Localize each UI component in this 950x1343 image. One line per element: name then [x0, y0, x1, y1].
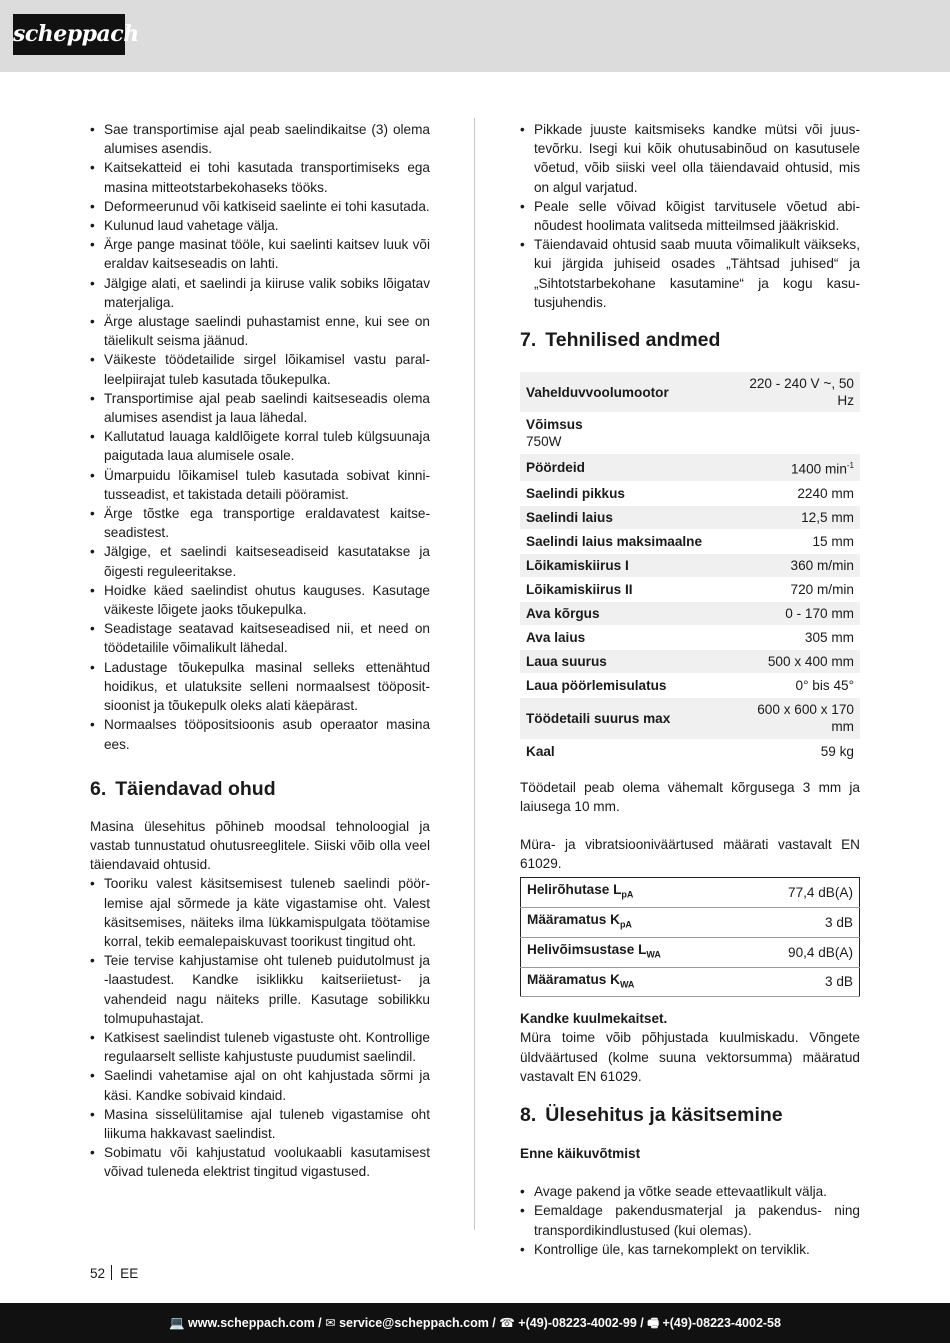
spec-value-text: 720 m/min: [790, 581, 854, 597]
hearing-protection-text: Müra toime võib põhjustada kuulmiskadu. Võngete üldväärtused (kolme suuna vektorsumma) määratud vastavalt EN 61029.: [520, 1030, 860, 1084]
table-row: [521, 937, 860, 967]
section-6-heading: [90, 777, 430, 801]
list-item: • Hoidke käed saelindist ohutus kauguses. Kasutage väikeste lõigete jaoks tõukepulka.: [90, 581, 430, 619]
list-item: • Tooriku valest käsitsemisest tuleneb saelindi pöörlemise ajal sõrmede ja käte vigastamise oht. Valest käsitsemises, näiteks ilma lükkamispulgata töötamise korral, tekib eemalepaiskuvast toorikust tingitud oht.: [90, 874, 430, 951]
spec-value-text: 2240 mm: [797, 485, 854, 501]
noise-value: 90,4 dB(A): [742, 937, 859, 967]
list-item: • Väikeste töödetailide sirgel lõikamisel vastu paralleelpiirajat tuleb kasutada tõukepulka.: [90, 350, 430, 388]
spec-value: [738, 454, 860, 482]
list-item: • Ladustage tõukepulka masinal selleks ettenähtud hoidikus, et ulatuksite selleni normaalsest tööpositsioonist ja tõukepulk oleks alati käepärast.: [90, 658, 430, 716]
table-row: [520, 413, 860, 454]
list-item: • Ärge tõstke ega transportige eraldavatest kaitseseadistest.: [90, 504, 430, 542]
spec-value-text: 360 m/min: [790, 557, 854, 573]
list-item: • Peale selle võivad kõigist tarvitusele võetud abinõudest hoolimata valitseda mitteilmsed jääkriskid.: [520, 197, 860, 235]
spec-cell: [520, 413, 860, 454]
page-number-value: 52: [90, 1266, 106, 1281]
spec-value: [738, 673, 860, 697]
section-title: Ülesehitus ja käsitsemine: [545, 1104, 783, 1127]
spec-label: Laua suurus: [520, 649, 738, 673]
spec-label: Saelindi laius maksimaalne: [520, 529, 738, 553]
list-item: • Seadistage seatavad kaitseseadised nii, et need on töödetailile võimalikult lähedal.: [90, 619, 430, 657]
table-row: [520, 601, 860, 625]
list-item: • Transportimise ajal peab saelindi kaitseseadis olema alumises asendist ja laua lähedal.: [90, 389, 430, 427]
workpiece-note: Töödetail peab olema vähemalt kõrgusega 3 mm ja laiusega 10 mm.: [520, 779, 860, 814]
spec-label: Laua pöörlemisulatus: [520, 673, 738, 697]
list-item: • Teie tervise kahjustamise oht tuleneb puidutolmust ja -laastudest. Kandke isiklikku kaitseriietust- ja vahendeid nagu näiteks prille. Kasutage sobilikku tolmupuhastajat.: [90, 951, 430, 1028]
noise-label: [521, 967, 743, 997]
table-row: [520, 649, 860, 673]
spec-label: Ava laius: [520, 625, 738, 649]
list-item: • Deformeerunud või katkiseid saelinte ei tohi kasutada.: [90, 197, 430, 216]
section-8-heading: [520, 1103, 860, 1127]
spec-value-text: 1400 min: [790, 461, 847, 477]
spec-value-text: 220 - 240 V ~, 50 Hz: [749, 376, 854, 409]
table-row: [520, 529, 860, 553]
language-code: EE: [120, 1266, 139, 1281]
spec-value-text: 0° bis 45°: [795, 677, 854, 693]
hearing-protection-title: Kandke kuulmekaitset.: [520, 1011, 668, 1027]
left-column: [90, 120, 430, 1182]
safety-bullet-list: [90, 120, 430, 754]
before-use-subheading: Enne käikuvõtmist: [520, 1146, 641, 1162]
noise-label-text: Helivõimsustase L: [527, 941, 647, 957]
table-row: [520, 454, 860, 482]
table-row: [521, 908, 860, 938]
column-divider: [474, 118, 475, 1230]
table-row: [520, 673, 860, 697]
spec-value: [738, 649, 860, 673]
residual-risk-bullet-list: [90, 874, 430, 1181]
spec-value: [738, 505, 860, 529]
list-item: • Normaalses tööpositsioonis asub operaator masina ees.: [90, 715, 430, 753]
spec-value-text: 15 mm: [812, 533, 854, 549]
section-number: 8.: [520, 1104, 537, 1127]
noise-label: [521, 878, 743, 908]
right-column: [520, 120, 860, 1259]
list-item: • Eemaldage pakendusmaterjal ja pakendus- ning transpordikindlustused (kui olemas).: [520, 1201, 860, 1239]
section-7-heading: [520, 328, 860, 352]
noise-label-subscript: WA: [619, 979, 635, 990]
noise-label-subscript: pA: [619, 919, 632, 930]
spec-label: Pöördeid: [520, 454, 738, 482]
page-number: [90, 1264, 138, 1283]
list-item: • Ümarpuidu lõikamisel tuleb kasutada sobivat kinnitusseadist, et takistada detaili pööramist.: [90, 466, 430, 504]
spec-value: [738, 577, 860, 601]
spec-value-text: 500 x 400 mm: [767, 653, 854, 669]
table-row: [520, 697, 860, 739]
list-item: • Kaitsekatteid ei tohi kasutada transportimiseks ega masina mitteotstarbekohaseks tööks.: [90, 158, 430, 196]
table-row: [520, 505, 860, 529]
spec-value: [738, 697, 860, 739]
spec-value: [738, 529, 860, 553]
spec-label: Töödetaili suurus max: [520, 697, 738, 739]
table-row: [520, 372, 860, 413]
noise-label-subscript: WA: [646, 949, 661, 960]
table-row: [520, 481, 860, 505]
section-6-intro: Masina ülesehitus põhineb moodsal tehnoloogial ja vastab tunnustatud ohutusreeglitele. Siiski võib olla veel täiendavaid ohtusid.: [90, 818, 430, 873]
noise-intro: Müra- ja vibratsiooniväärtused määrati vastavalt EN 61029.: [520, 836, 860, 872]
spec-value: [738, 372, 860, 413]
spec-value: [738, 553, 860, 577]
noise-value: 3 dB: [742, 967, 859, 997]
section-title: Tehnilised andmed: [545, 329, 721, 352]
spec-value-text: 59 kg: [820, 743, 854, 759]
table-row: [520, 625, 860, 649]
list-item: • Kontrollige üle, kas tarnekomplekt on terviklik.: [520, 1240, 860, 1259]
section-title: Täiendavad ohud: [115, 777, 276, 800]
footer-bar: [0, 1303, 950, 1343]
noise-values-table: [520, 877, 860, 997]
list-item: • Ärge alustage saelindi puhastamist enne, kui see on täielikult seisma jäänud.: [90, 312, 430, 350]
scheppach-logo: [13, 14, 139, 55]
spec-value: [738, 739, 860, 763]
table-row: [520, 553, 860, 577]
list-item: • Katkisest saelindist tuleneb vigastuste oht. Kontrollige regulaarselt selliste kahjustuste puudumist saelindil.: [90, 1028, 430, 1066]
safety-bullet-list-continued: [520, 120, 860, 312]
spec-value-text: 305 mm: [804, 629, 854, 645]
list-item: • Saelindi vahetamise ajal on oht kahjustada sõrmi ja käsi. Kandke sobivaid kindaid.: [90, 1066, 430, 1104]
page-number-separator: [111, 1265, 112, 1280]
list-item: • Avage pakend ja võtke seade ettevaatlikult välja.: [520, 1182, 860, 1201]
table-row: [520, 577, 860, 601]
table-row: [520, 739, 860, 763]
list-item: • Kulunud laud vahetage välja.: [90, 216, 430, 235]
noise-label-text: Määramatus K: [527, 912, 620, 928]
list-item: • Jälgige, et saelindi kaitseseadiseid kasutatakse ja õigesti reguleeritakse.: [90, 542, 430, 580]
header-bar: [0, 0, 950, 72]
spec-label: Vahelduvvoolumootor: [520, 372, 738, 413]
list-item: • Jälgige alati, et saelindi ja kiiruse valik sobiks lõigatav materjaliga.: [90, 274, 430, 312]
spec-value: [738, 625, 860, 649]
spec-value-text: 12,5 mm: [801, 509, 854, 525]
spec-label: Saelindi laius: [520, 505, 738, 529]
list-item: • Kallutatud lauaga kaldlõigete korral tuleb külgsuunaja paigutada laua alumisele osale.: [90, 427, 430, 465]
spec-label: Võimsus: [526, 417, 583, 433]
logo-text: scheppach: [13, 21, 139, 47]
spec-label: Lõikamiskiirus II: [520, 577, 738, 601]
section-number: 7.: [520, 329, 537, 352]
list-item: • Sobimatu või kahjustatud voolukaabli kasutamisest võivad tuleneda elektrist tingitud vigastused.: [90, 1143, 430, 1181]
spec-label: Lõikamiskiirus I: [520, 553, 738, 577]
noise-label-text: Määramatus K: [527, 971, 620, 987]
spec-value: 750W: [526, 434, 562, 450]
list-item: • Pikkade juuste kaitsmiseks kandke mütsi või juustevõrku. Isegi kui kõik ohutusabinõud on kasutusele võetud, võib siiski veel olla täiendavaid ohtusid, mis on algul varjatud.: [520, 120, 860, 197]
list-item: • Sae transportimise ajal peab saelindikaitse (3) olema alumises asendis.: [90, 120, 430, 158]
spec-value-exponent: -1: [846, 461, 854, 471]
noise-label-subscript: pA: [621, 890, 634, 901]
noise-value: 3 dB: [742, 908, 859, 938]
noise-label-text: Helirõhutase L: [527, 882, 622, 898]
spec-value: [738, 481, 860, 505]
table-row: [521, 967, 860, 997]
spec-label: Ava kõrgus: [520, 601, 738, 625]
list-item: • Täiendavaid ohtusid saab muuta võimalikult väikseks, kui järgida juhiseid osades „Tähtsad juhised“ ja „Sihtotstarbekohane kasutamine“ ja kogu kasutusjuhendis.: [520, 235, 860, 312]
section-number: 6.: [90, 777, 107, 800]
noise-label: [521, 908, 743, 938]
noise-value: 77,4 dB(A): [742, 878, 859, 908]
unpacking-bullet-list: [520, 1182, 860, 1259]
noise-label: [521, 937, 743, 967]
list-item: • Ärge pange masinat tööle, kui saelinti kaitsev luuk või eraldav kaitseseadis on lahti.: [90, 235, 430, 273]
spec-value-text: 0 - 170 mm: [785, 605, 854, 621]
spec-label: Kaal: [520, 739, 738, 763]
footer-contact: 💻 www.scheppach.com / ✉ service@scheppach.com / ☎ +(49)-08223-4002-99 / 🖷 +(49)-08223-4002-58: [169, 1316, 781, 1330]
spec-value: [738, 601, 860, 625]
list-item: • Masina sisselülitamise ajal tuleneb vigastamise oht liikuma hakkavast saelindist.: [90, 1105, 430, 1143]
table-row: [521, 878, 860, 908]
spec-value-text: 600 x 600 x 170 mm: [757, 702, 854, 735]
technical-data-table: [520, 372, 860, 764]
spec-label: Saelindi pikkus: [520, 481, 738, 505]
